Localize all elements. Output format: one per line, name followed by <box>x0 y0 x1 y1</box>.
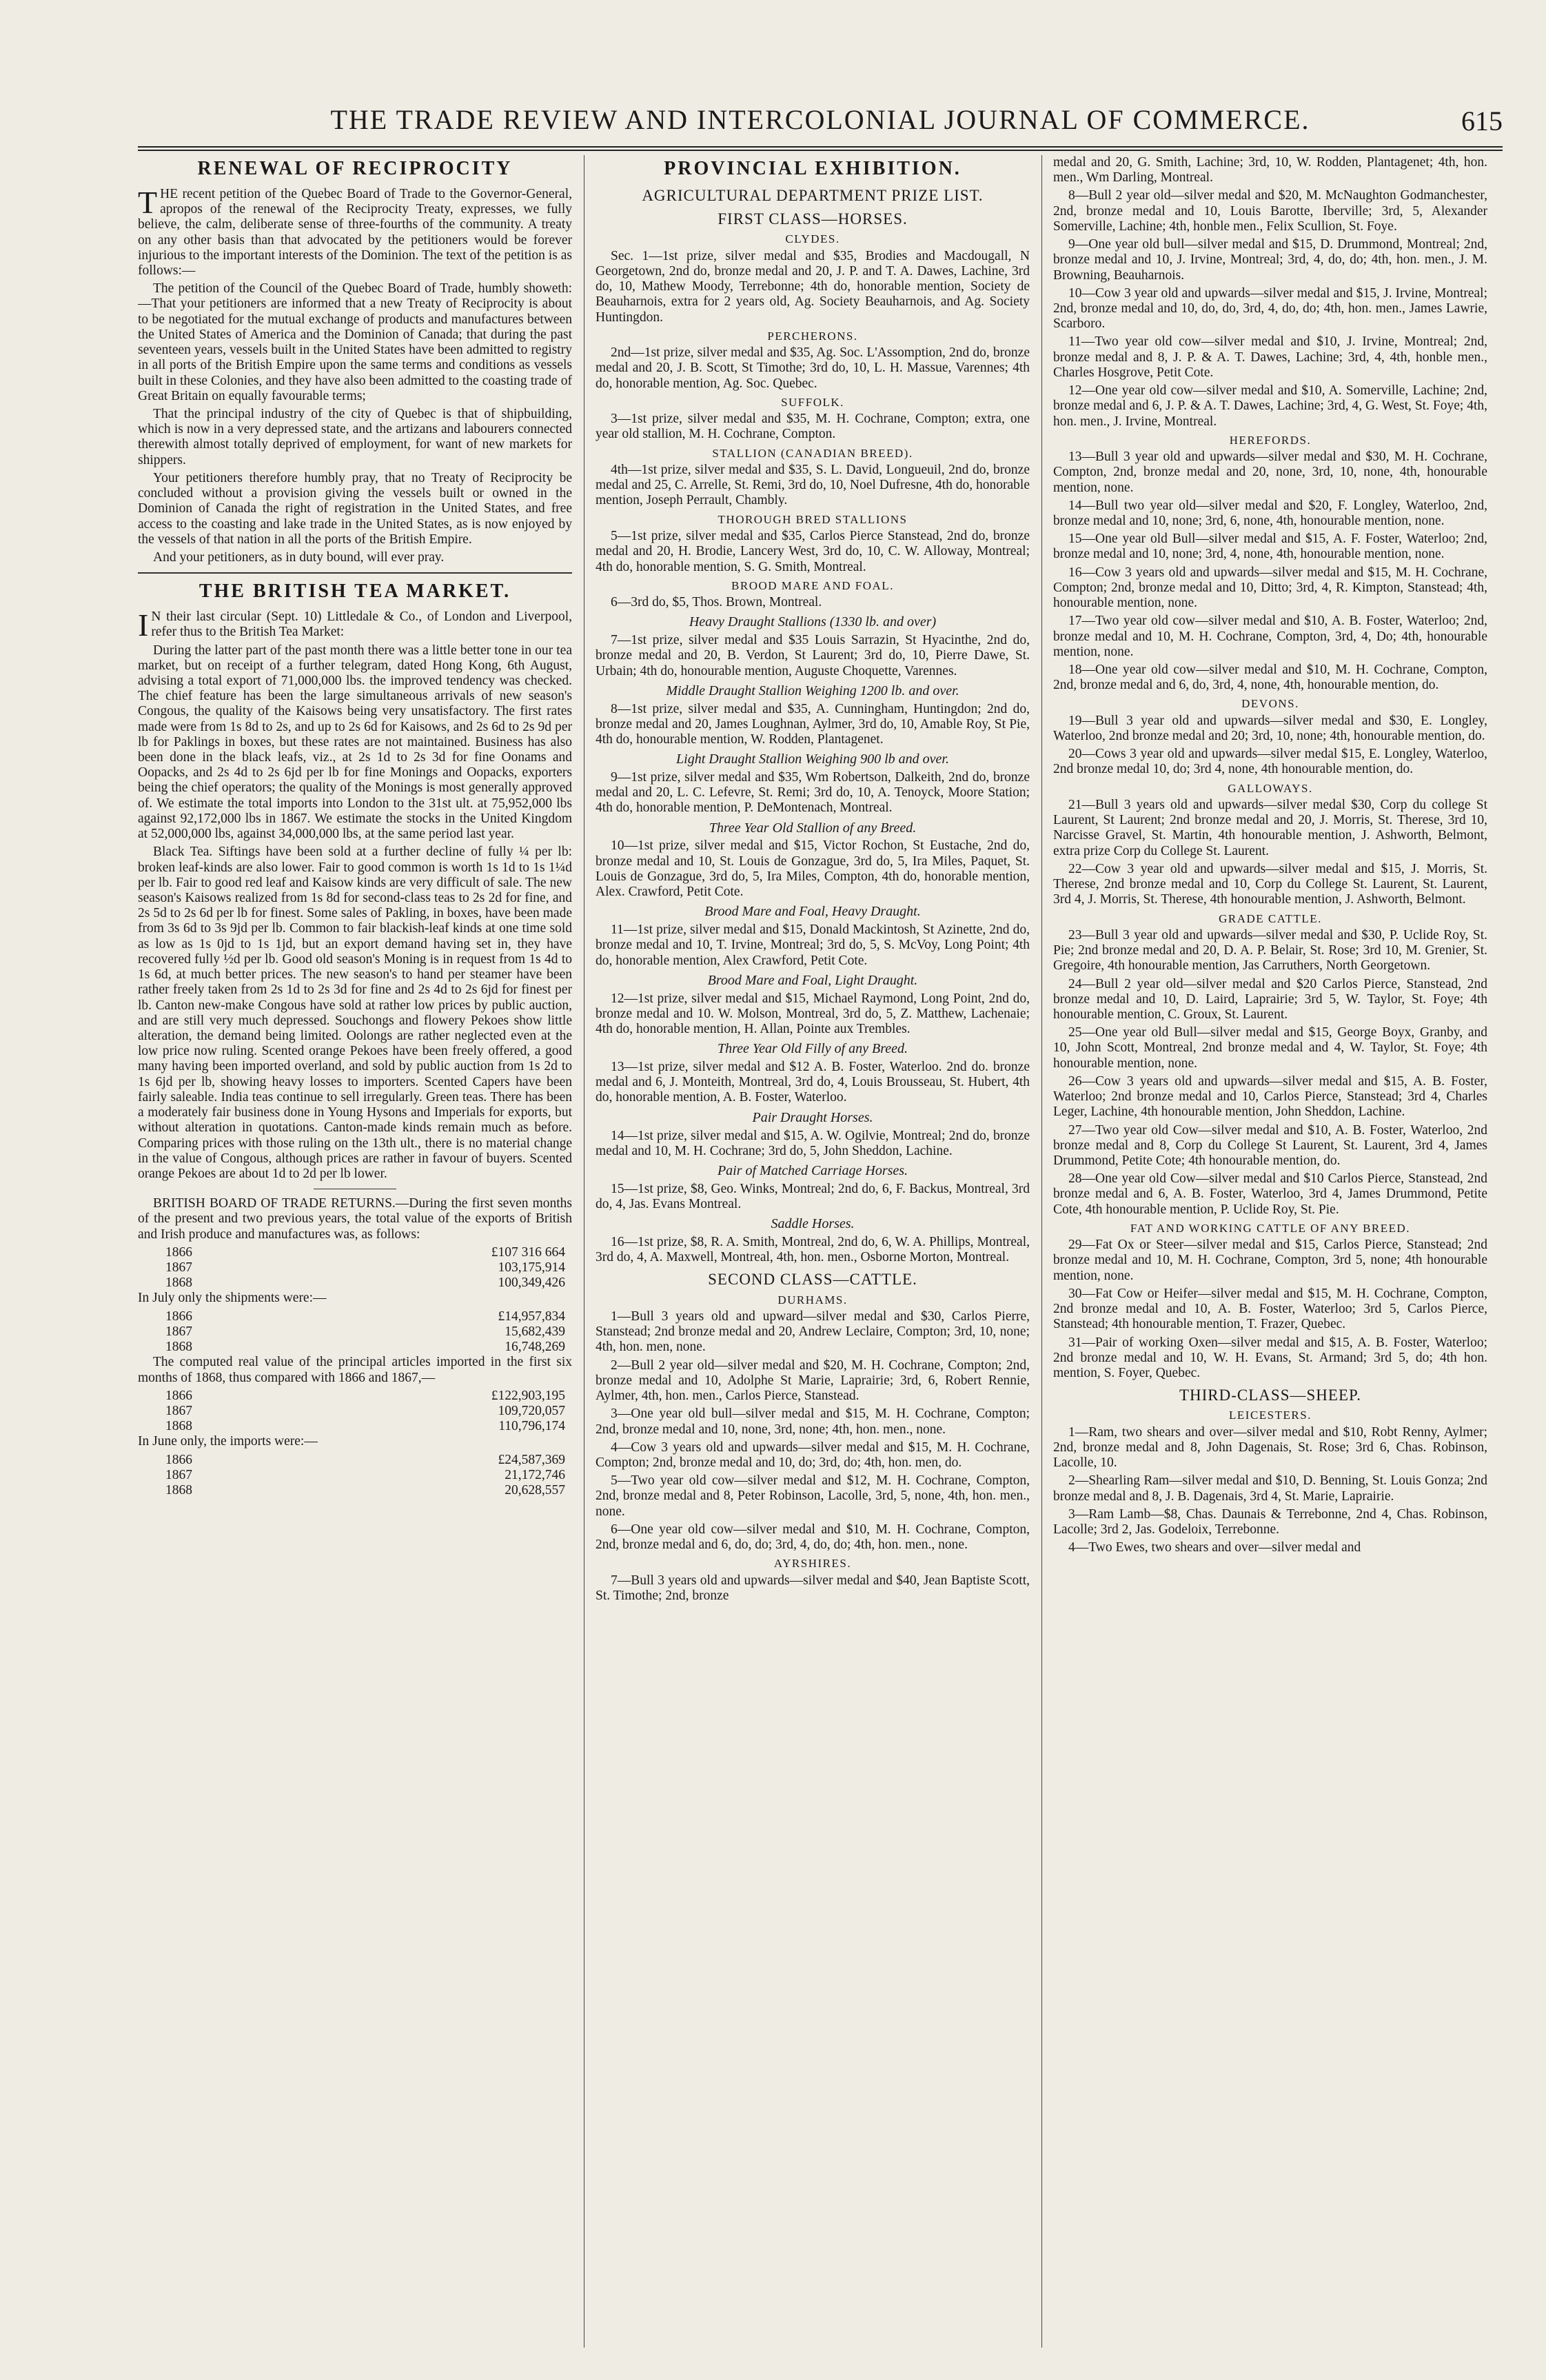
column-3 <box>1053 155 1487 2348</box>
stat-row: 1866 £122,903,195 <box>165 1388 565 1403</box>
prize-entry: 19—Bull 3 year old and upwards—silver medal and $30, E. Longley, Waterloo, 2nd bronze medal and 20; 3rd, 10, none; 4th, honourable mention, do. <box>1053 713 1487 743</box>
grade-list <box>1053 928 1487 1218</box>
durhams-list <box>596 1309 1030 1553</box>
prize-entry: 7—1st prize, silver medal and $35 Louis Sarrazin, St Hyacinthe, 2nd do, bronze medal and 20, B. Verdon, St Laurent; 3rd do, 10, Pierre Dawe, St. Urbain; 4th do, honourable mention, Auguste Choquette, Varennes. <box>596 633 1030 678</box>
first-class-heading: FIRST CLASS—HORSES. <box>718 210 908 228</box>
prize-entry: 2—Bull 2 year old—silver medal and $20, M. H. Cochrane, Compton; 2nd, bronze medal and 10, Adolphe St Marie, Laprairie; 3rd, 6, Robert Rennie, Aylmer, 4th, hon. men., Carlos Pierce, Stanstead. <box>596 1358 1030 1404</box>
prize-entry: 24—Bull 2 year old—silver medal and $20 Carlos Pierce, Stanstead, 2nd bronze medal and 10, D. Laird, Laprairie; 3rd 5, W. Taylor, St. Foye; 4th honourable mention, C. Groux, St. Laurent. <box>1053 976 1487 1022</box>
prize-entry: 3—Ram Lamb—$8, Chas. Daunais & Terrebonne, 2nd 4, Chas. Robinson, Lacolle; 3rd 2, Jas. Godeloix, Terrebonne. <box>1053 1506 1487 1537</box>
prize-entry: 31—Pair of working Oxen—silver medal and $15, A. B. Foster, Waterloo; 2nd bronze medal and 10, W. H. Evans, St. Armand; 3rd 5, do; 4th hon. mention, S. Foyer, Quebec. <box>1053 1335 1487 1380</box>
prize-entry: 8—1st prize, silver medal and $35, A. Cunningham, Huntingdon; 2nd do, bronze medal and 20, James Loughnan, Aylmer, 3rd do, 10, Amable Roy, St Pie, 4th do, honourable mention, W. Rodden, Plantagenet. <box>596 701 1030 747</box>
third-class-heading: THIRD-CLASS—SHEEP. <box>1179 1386 1361 1404</box>
prize-entry: 10—Cow 3 year old and upwards—silver medal and $15, J. Irvine, Montreal; 2nd, bronze medal and 10, do, do, 3rd, 4, do, do; 4th, hon. men., James Lawrie, Scarboro. <box>1053 285 1487 332</box>
prize-entry: 8—Bull 2 year old—silver medal and $20, M. McNaughton Godmanchester, 2nd, bronze medal and 10, Louis Barotte, Iberville; 3rd, 5, Alexander Somerville, Lachine; 4th, honble men., Felix Scullion, St. Foye. <box>1053 188 1487 234</box>
column-divider-2 <box>1041 155 1042 2348</box>
section-label-grade: GRADE CATTLE. <box>1219 911 1322 925</box>
stat-row: 1867 15,682,439 <box>165 1324 565 1339</box>
section-rule <box>138 572 572 574</box>
section-label: Three Year Old Filly of any Breed. <box>717 1041 908 1057</box>
article-paragraph: THE recent petition of the Quebec Board of Trade to the Governor-General, apropos of the renewal of the Reciprocity Treaty, expresses, we fully believe, the calm, deliberate sense of three-fourths of the community. A treaty on any other basis than that advocated by the petitioners would be forever injurious to the important interests of the Dominion. The text of the petition is as follows:— <box>138 184 572 278</box>
prize-entry: 28—One year old Cow—silver medal and $10 Carlos Pierce, Stanstead, 2nd bronze medal and 6, A. B. Foster, Waterloo, 3rd 4, James Drummond, Petite Cote, 4th honourable mention, P. Uclide Roy, St. Pie. <box>1053 1171 1487 1217</box>
journal-title: THE TRADE REVIEW AND INTERCOLONIAL JOURNAL OF COMMERCE. <box>330 104 1310 135</box>
section-label: Brood Mare and Foal, Heavy Draught. <box>704 904 921 920</box>
section-label: PERCHERONS. <box>767 329 858 343</box>
prize-entry: 25—One year old Bull—silver medal and $15, George Boyx, Granby, and 10, John Scott, Montreal, 2nd bronze medal and 4, W. Taylor, St. Foye; 4th honourable mention, none. <box>1053 1025 1487 1071</box>
section-label-ayrshires: AYRSHIRES. <box>773 1557 852 1571</box>
header-rule-2 <box>138 150 1503 151</box>
prize-entry: 2nd—1st prize, silver medal and $35, Ag. Soc. L'Assomption, 2nd do, bronze medal and 20, J. B. Scott, St Timothe; 3rd do, 10, L. H. Massue, Varennes; 4th do, honorable mention, Ag. Soc. Quebec. <box>596 345 1030 391</box>
prize-entry: 6—3rd do, $5, Thos. Brown, Montreal. <box>611 595 822 610</box>
article-paragraph: The petition of the Council of the Quebec Board of Trade, humbly showeth:—That your petitioners are informed that a new Treaty of Reciprocity is about to be negotiated for the mutual exchange of products and manufactures between the United States of America and the Dominion of Canada; that during the past seventeen years, vessels built in the United States have been admitted to registry in all ports of the British Empire upon the same terms and conditions as vessels built in these Colonies, and they have also been admitted to the coasting trade of Great Britain on equally favourable terms; <box>138 281 572 403</box>
prize-entry: 12—1st prize, silver medal and $15, Michael Raymond, Long Point, 2nd do, bronze medal and 10. W. Molson, Montreal, 3rd do, 5, Z. Matthew, Lachenaie; 4th do, honorable mention, H. Allan, Pointe aux Trembles. <box>596 991 1030 1037</box>
prize-entry: 11—1st prize, silver medal and $15, Donald Mackintosh, St Azinette, 2nd do, bronze medal and 10, T. Irvine, Montreal; 3rd do, 5, S. McVoy, Long Point; 4th do, honorable mention, Alex Crawford, Petit Cote. <box>596 922 1030 968</box>
article-paragraph: IN their last circular (Sept. 10) Littledale & Co., of London and Liverpool, refer thus to the British Tea Market: <box>138 607 572 643</box>
section-label: Three Year Old Stallion of any Breed. <box>709 820 917 836</box>
section-label: CLYDES. <box>785 232 840 246</box>
stat-row: 1868 110,796,174 <box>165 1419 565 1434</box>
article-paragraph: Black Tea. Siftings have been sold at a further decline of fully ¼ per lb: broken leaf-kinds are also lower. Fair to good common is worth 1s 1d to 1s 1¼d per lb. Fair to good red leaf and Kaisow kinds are very difficult of sale. The new season's Kaisows realized from 1s 8d for second-class teas to 2s 2d for fine, and 2s 5d to 2s 6d per lb for finest. Some sales of Pakling, in boxes, have been made from 3s 6d to 3s 9jd per lb. Common to fair blackish-leaf kinds at one time sold as low as 1s 0jd to 1s 1jd, but an export demand having set in, they have recovered fully ½d per lb. Good old season's Moning is in request from 1s 4d to 1s 6d, at much better prices. The new season's to hand per steamer have been rather freely taken from 2s 1d to 2s 3d for fine and 2s 4d to 2s 6jd for finest per lb. Canton new-make Congous have sold at rather low prices by public auction, and are still very much depressed. Souchongs and flowery Pekoes show little alteration, the demand being limited. Oolongs are rather neglected even at the low price now ruling. Scented orange Pekoes have been freely offered, a good many having been imported overland, and sold by public auction from 1s 2d to 1s 6jd per lb, showing heavy losses to importers. Scented Capers have been fairly saleable. India teas continue to sell irregularly. Green teas. There has been a moderately fair business done in Young Hysons and Imperials for exports, but without alteration in quotations. Canton-made kinds remain much as before. Comparing prices with those ruling on the 13th ult., there is no material change in the value of Congous, although prices are rather in favour of buyers. Scented orange Pekoes are about 1d to 2d per lb lower. <box>138 845 572 1181</box>
section-label: Middle Draught Stallion Weighing 1200 lb. and over. <box>666 683 959 698</box>
prize-entry: 22—Cow 3 year old and upwards—silver medal and $15, J. Morris, St. Therese, 2nd bronze medal and 10, Corp du College St. Laurent, St. Laurent, 3rd 4, J. Morris, St. Therese, 4th honourable mention, J. Ashworth, Belmont. <box>1053 861 1487 907</box>
computed-label: The computed real value of the principal articles imported in the first six months of 1868, thus compared with 1866 and 1867,— <box>138 1355 572 1385</box>
june-label: In June only, the imports were:— <box>138 1434 318 1449</box>
board-of-trade-returns <box>138 1196 572 1498</box>
board-intro: BRITISH BOARD OF TRADE RETURNS.—During the first seven months of the present and two previous years, the total value of the exports of British and Irish produce and manufactures was, as follows: <box>138 1196 572 1242</box>
prize-entry: 16—1st prize, $8, R. A. Smith, Montreal, 2nd do, 6, W. A. Phillips, Montreal, 3rd do, 4, A. Maxwell, Montreal, 4th, hon. men., Osborne Morton, Montreal. <box>596 1234 1030 1265</box>
prize-entry: 3—One year old bull—silver medal and $15, M. H. Cochrane, Compton; 2nd, bronze medal and 10, none, 3rd, none; 4th, hon. men., none. <box>596 1406 1030 1437</box>
leicesters-list <box>1053 1425 1487 1556</box>
prize-entry: 23—Bull 3 year old and upwards—silver medal and $30, P. Uclide Roy, St. Pie; 2nd bronze medal and 20, D. A. P. Belair, St. Rose; 3rd 10, M. Grenier, St. Gregoire, 4th honourable mention, Jas Carruthers, North Georgetown. <box>1053 927 1487 974</box>
section-label: SUFFOLK. <box>781 395 844 409</box>
section-label-leicesters: LEICESTERS. <box>1229 1409 1312 1422</box>
prize-entry: 5—Two year old cow—silver medal and $12, M. H. Cochrane, Compton, 2nd, bronze medal and 8, Peter Robinson, Lacolle, 3rd, 5, none, 4th, hon. men., none. <box>596 1473 1030 1519</box>
prize-entry: 7—Bull 3 years old and upwards—silver medal and $40, Jean Baptiste Scott, St. Timothe; 2nd, bronze <box>596 1573 1030 1603</box>
prize-entry: 27—Two year old Cow—silver medal and $10, A. B. Foster, Waterloo, 2nd bronze medal and 8, Corp du College St Laurent, St. Laurent, 3rd 4, James Drummond, Petite Cote; 4th honourable mention, do. <box>1053 1122 1487 1168</box>
reciprocity-heading: RENEWAL OF RECIPROCITY <box>197 158 513 179</box>
prize-entry: 10—1st prize, silver medal and $15, Victor Rochon, St Eustache, 2nd do, bronze medal and 10, St. Louis de Gonzague, 3rd do, 5, Ira Miles, Paquet, St. Louis de Gonzague, 3rd do, 5, Ira Miles, Compton, 4th do, honorable mention, Alex. Crawford, Petit Cote. <box>596 838 1030 900</box>
stat-row: 1866 £14,957,834 <box>165 1309 565 1324</box>
prize-entry: 2—Shearling Ram—silver medal and $10, D. Benning, St. Louis Gonza; 2nd bronze medal and 8, J. B. Dagenais, 3rd 4, St. Marie, Laprairie. <box>1053 1473 1487 1504</box>
fat-cattle-list <box>1053 1238 1487 1381</box>
prize-entry: 21—Bull 3 years old and upwards—silver medal $30, Corp du college St Laurent, St Laurent; 2nd bronze medal and 20, J. Morris, St. Therese, 3rd 10, Narcisse Gravel, St. Martin, 4th honourable mention, J. Ashworth, Belmont, extra prize Corp du College St. Laurent. <box>1053 798 1487 858</box>
section-label: THOROUGH BRED STALLIONS <box>718 512 908 526</box>
horse-sections <box>596 232 1030 1265</box>
section-label: Brood Mare and Foal, Light Draught. <box>707 972 918 988</box>
stat-row: 1866 £24,587,369 <box>165 1452 565 1467</box>
prize-entry: 16—Cow 3 years old and upwards—silver medal and $15, M. H. Cochrane, Compton; 2nd, bronze medal and 10, Ditto; 3rd, 4, R. Kimpton, Stanstead; 4th, honourable mention, none. <box>1053 565 1487 611</box>
galloways-list <box>1053 798 1487 908</box>
prize-entry: 29—Fat Ox or Steer—silver medal and $15, Carlos Pierce, Stanstead; 2nd bronze medal and 10, M. H. Cochrane, Compton, 3rd 5, none; 4th honourable mention, none. <box>1053 1238 1487 1283</box>
prize-entry: 4—Two Ewes, two shears and over—silver medal and <box>1068 1540 1361 1555</box>
prize-entry: 20—Cows 3 year old and upwards—silver medal $15, E. Longley, Waterloo, 2nd bronze medal 10, do; 3rd 4, none, 4th honourable mention, do. <box>1053 747 1487 777</box>
stat-row: 1867 103,175,914 <box>165 1260 565 1275</box>
prize-entry: 14—Bull two year old—silver medal and $20, F. Longley, Waterloo, 2nd, bronze medal and 10, none; 3rd, 6, none, 4th, honourable mention, none. <box>1053 498 1487 528</box>
prize-entry: 9—One year old bull—silver medal and $15, D. Drummond, Montreal; 2nd, bronze medal and 10, J. Irvine, Montreal; 3rd, 4, do, do; 4th, hon. men., J. M. Browning, Beauharnois. <box>1053 237 1487 283</box>
prize-entry: 4th—1st prize, silver medal and $35, S. L. David, Longueuil, 2nd do, bronze medal and 25, C. Arrelle, St. Remi, 3rd do, 10, Noel Dufresne, 4th do, honorable mention, Joseph Perrault, Chambly. <box>596 463 1030 508</box>
section-label-fat-cattle: FAT AND WORKING CATTLE OF ANY BREED. <box>1130 1221 1411 1235</box>
section-label: Saddle Horses. <box>771 1216 855 1232</box>
stat-row: 1867 109,720,057 <box>165 1404 565 1418</box>
stat-row: 1868 20,628,557 <box>165 1483 565 1498</box>
article-paragraph: During the latter part of the past month there was a little better tone in our tea market, but on receipt of a further telegram, dated Hong Kong, 6th August, advising a total export of 71,000,000 lbs. the improved tendency was checked. The chief feature has been the large simultaneous arrivals of new season's Congous, the quality of the Kaisows being very unsatisfactory. The first rates made were from 1s 8d to 2s, and up to 2s 6d for Kaisows, and 2s 6d to 2s 9d per lb for Paklings in boxes, but these rates are not maintained. Business has also been done in the black leafs, viz., at 2s 1d to 2s 3d for fine Oonams and Oopacks, and 2s 4d to 2s 6jd per lb for fine Monings and Oopacks, exporters being the chief operators; the quality of the Monings is most generally approved of. We estimate the total imports into London to the 31st ult. at 75,952,000 lbs against 92,172,000 lbs in 1867. We estimate the stocks in the United Kingdom at 52,000,000 lbs, against 34,000,000 lbs, at the same period last year. <box>138 643 572 842</box>
second-class-heading: SECOND CLASS—CATTLE. <box>708 1271 917 1289</box>
article-paragraph: Your petitioners therefore humbly pray, that no Treaty of Reciprocity be concluded without a provision giving the vessels built or owned in the Dominion of Canada the right of registration in the United States, and free access to the coasting and lake trade in the United States, as is now enjoyed by the vessels of that nation in all the ports of the British Empire. <box>138 470 572 547</box>
column-2 <box>596 155 1030 2348</box>
prize-entry: 17—Two year old cow—silver medal and $10, A. B. Foster, Waterloo; 2nd, bronze medal and 10, M. H. Cochrane, Compton, 3rd, 4, Do; 4th, honourable mention, none. <box>1053 614 1487 659</box>
section-label-devons: DEVONS. <box>1241 697 1299 711</box>
devons-list <box>1053 714 1487 778</box>
section-label-galloways: GALLOWAYS. <box>1228 781 1313 795</box>
section-label: Pair Draught Horses. <box>752 1109 873 1125</box>
prize-entry: 11—Two year old cow—silver medal and $10, J. Irvine, Montreal; 2nd, bronze medal and 8, J. P. & A. T. Dawes, Lachine; 3rd, 4, 4th, honble men., Charles Hosgrove, Petit Cote. <box>1053 334 1487 380</box>
prize-entry: Sec. 1—1st prize, silver medal and $35, Brodies and Macdougall, N Georgetown, 2nd do, bronze medal and 20, J. P. and T. A. Dawes, Lachine, 3rd do, 10, Mathew Moody, Terrebonne; 4th do, honorable mention, Society de Beauharnois, extra for 2 years old, Ag. Society Beauharnois, and Ag. Society Huntingdon. <box>596 248 1030 325</box>
prize-entry: 15—One year old Bull—silver medal and $15, A. F. Foster, Waterloo; 2nd, bronze medal and 10, none; 3rd, 4, none, 4th, honourable mention, none. <box>1053 532 1487 562</box>
herefords-list <box>1053 450 1487 693</box>
stat-row: 1868 16,748,269 <box>165 1340 565 1355</box>
prize-entry: 1—Bull 3 years old and upward—silver medal and $30, Carlos Pierre, Stanstead; 2nd bronze medal and 20, Andrew Leclaire, Compton; 3rd, 10, none; 4th, hon. men, none. <box>596 1309 1030 1355</box>
exhibition-heading: PROVINCIAL EXHIBITION. <box>664 158 962 179</box>
stat-row: 1867 21,172,746 <box>165 1467 565 1482</box>
section-label-herefords: HEREFORDS. <box>1229 433 1312 447</box>
prize-entry: 4—Cow 3 years old and upwards—silver medal and $15, M. H. Cochrane, Compton; 2nd, bronze medal and 10, do; 3rd, do; 4th, hon. men, do. <box>596 1440 1030 1470</box>
stat-row: 1868 100,349,426 <box>165 1275 565 1291</box>
prize-list-heading: AGRICULTURAL DEPARTMENT PRIZE LIST. <box>642 186 984 204</box>
section-label: BROOD MARE AND FOAL. <box>731 578 894 592</box>
page-number: 615 <box>1461 105 1503 137</box>
section-label: STALLION (CANADIAN BREED). <box>712 446 913 460</box>
section-label: Pair of Matched Carriage Horses. <box>717 1162 908 1178</box>
prize-entry: 30—Fat Cow or Heifer—silver medal and $15, M. H. Cochrane, Compton, 2nd bronze medal and 10, A. B. Foster, Waterloo; 3rd 5, Carlos Pierce, Stanstead; 4th honourable mention, T. Frazer, Quebec. <box>1053 1286 1487 1332</box>
prize-entry: 15—1st prize, $8, Geo. Winks, Montreal; 2nd do, 6, F. Backus, Montreal, 3rd do, 4, Jas. Evans Montreal. <box>596 1181 1030 1211</box>
prize-entry: 3—1st prize, silver medal and $35, M. H. Cochrane, Compton; extra, one year old stallion, M. H. Cochrane, Compton. <box>596 412 1030 442</box>
prize-entry: medal and 20, G. Smith, Lachine; 3rd, 10, W. Rodden, Plantagenet; 4th, hon. men., Wm Darling, Montreal. <box>1053 155 1487 185</box>
page-header <box>138 103 1503 145</box>
header-rule <box>138 146 1503 148</box>
prize-entry: 1—Ram, two shears and over—silver medal and $10, Robt Renny, Aylmer; 2nd, bronze medal and 8, John Dagenais, St. Rose; 3rd 6, Chas. Robinson, Lacolle, 10. <box>1053 1424 1487 1471</box>
column-1 <box>138 155 572 2348</box>
prize-entry: 26—Cow 3 years old and upwards—silver medal and $15, A. B. Foster, Waterloo; 2nd bronze medal and 10, Carlos Pierce, Stanstead; 3rd 4, Charles Leger, Lachine, 4th honourable mention, John Sheddon, Lachine. <box>1053 1073 1487 1120</box>
reciprocity-article <box>138 184 572 565</box>
section-label-durhams: DURHAMS. <box>777 1293 848 1307</box>
section-label: Heavy Draught Stallions (1330 lb. and over) <box>689 614 937 630</box>
prize-entry: 13—1st prize, silver medal and $12 A. B. Foster, Waterloo. 2nd do. bronze medal and 6, J. Monteith, Montreal, 3rd do, 4, Louis Brousseau, St. Hubert, 4th do, honorable mention, A. B. Foster, Waterloo. <box>596 1060 1030 1105</box>
tea-heading: THE BRITISH TEA MARKET. <box>199 581 511 603</box>
article-paragraph: And your petitioners, as in duty bound, will ever pray. <box>153 549 445 565</box>
prize-entry: 12—One year old cow—silver medal and $10, A. Somerville, Lachine; 2nd, bronze medal and 6, J. P. & A. T. Dawes, Lachine; 3rd, 4, G. West, St. Foye; 4th, hon. men., J. Irvine, Montreal. <box>1053 383 1487 429</box>
prize-entry: 18—One year old cow—silver medal and $10, M. H. Cochrane, Compton, 2nd, bronze medal and 6, do, 3rd, 4, none, 4th, honourable mention, do. <box>1053 662 1487 693</box>
tea-article <box>138 609 572 1182</box>
stat-row: 1866 £107 316 664 <box>165 1244 565 1260</box>
section-label: Light Draught Stallion Weighing 900 lb and over. <box>676 752 949 767</box>
prize-entry: 13—Bull 3 year old and upwards—silver medal and $30, M. H. Cochrane, Compton, 2nd, bronze medal and 20, none, 3rd, 10, none, 4th, honourable mention, none. <box>1053 450 1487 495</box>
ayrshire-continued <box>1053 155 1487 430</box>
article-paragraph: That the principal industry of the city of Quebec is that of shipbuilding, which is now in a very depressed state, and the artizans and labourers connected therewith almost totally deprived of employment, for want of new markets for shippers. <box>138 406 572 467</box>
prize-entry: 6—One year old cow—silver medal and $10, M. H. Cochrane, Compton, 2nd, bronze medal and 6, do, do; 3rd, 4, do, do; 4th, hon. men., none. <box>596 1522 1030 1553</box>
prize-entry: 5—1st prize, silver medal and $35, Carlos Pierce Stanstead, 2nd do, bronze medal and 20, H. Brodie, Lancery West, 3rd do, 10, C. W. Alloway, Montreal; 4th do, honorable mention, S. G. Smith, Montreal. <box>596 529 1030 574</box>
july-label: In July only the shipments were:— <box>138 1291 327 1306</box>
prize-entry: 9—1st prize, silver medal and $35, Wm Robertson, Dalkeith, 2nd do, bronze medal and 20, L. C. Lefevre, St. Remi; 3rd do, 10, A. Tenoyck, Moore Station; 4th do, honorable mention, P. DeMontenach, Montreal. <box>596 770 1030 816</box>
prize-entry: 14—1st prize, silver medal and $15, A. W. Ogilvie, Montreal; 2nd do, bronze medal and 10, M. H. Cochrane; 3rd do, 5, John Sheddon, Lachine. <box>596 1128 1030 1158</box>
